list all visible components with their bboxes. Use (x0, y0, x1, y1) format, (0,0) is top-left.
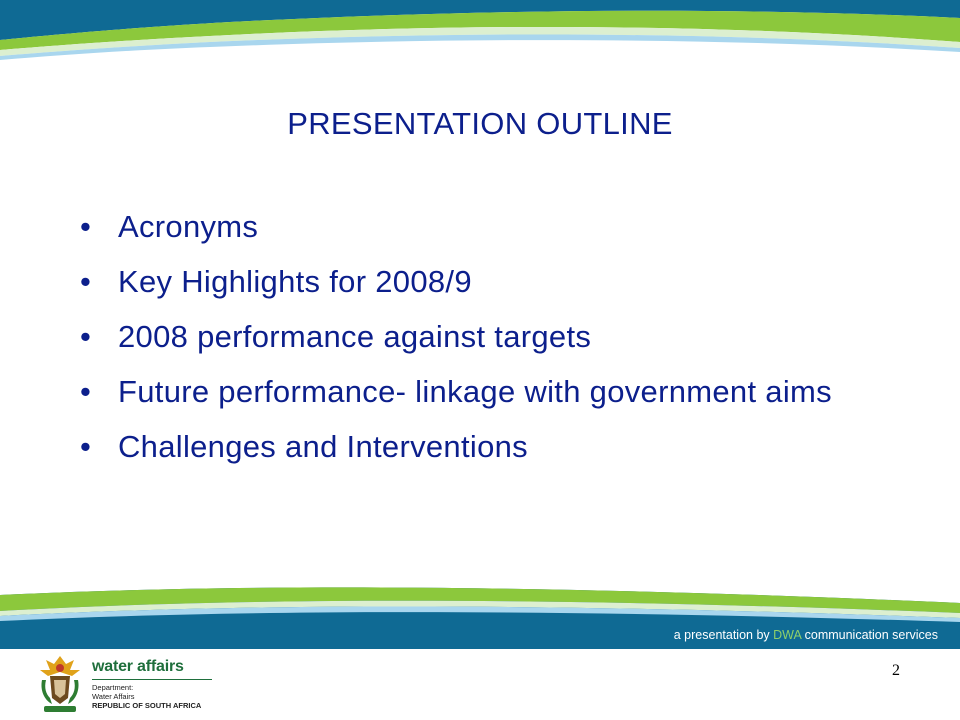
list-item (80, 318, 900, 356)
list-item-text: Acronyms (118, 209, 259, 244)
brand-name: water affairs (92, 658, 184, 675)
country-name: REPUBLIC OF SOUTH AFRICA (92, 701, 202, 710)
bullet-icon: • (80, 209, 92, 244)
outline-list (80, 208, 900, 483)
bullet-icon: • (80, 374, 92, 409)
top-wave-decoration (0, 0, 960, 70)
page-number: 2 (892, 662, 900, 679)
department-logo (36, 654, 236, 716)
bullet-icon: • (80, 319, 92, 354)
list-item (80, 208, 900, 246)
department-label: Department: (92, 683, 134, 692)
slide-title: PRESENTATION OUTLINE (287, 106, 673, 141)
list-item-text: Challenges and Interventions (118, 429, 528, 464)
list-item (80, 428, 900, 466)
credit-prefix: a presentation by (673, 628, 774, 642)
list-item (80, 263, 900, 301)
list-item-text: 2008 performance against targets (118, 319, 592, 354)
list-item-text: Future performance- linkage with government aims (118, 374, 832, 409)
brand-rule (92, 679, 212, 680)
list-item (80, 373, 900, 411)
list-item-text: Key Highlights for 2008/9 (118, 264, 472, 299)
bullet-icon: • (80, 429, 92, 464)
credit-suffix: communication services (801, 628, 938, 642)
coat-of-arms-icon (36, 654, 84, 716)
credit-brand: DWA (773, 628, 802, 642)
bullet-icon: • (80, 264, 92, 299)
presentation-credit (674, 628, 938, 642)
department-name: Water Affairs (92, 692, 135, 701)
